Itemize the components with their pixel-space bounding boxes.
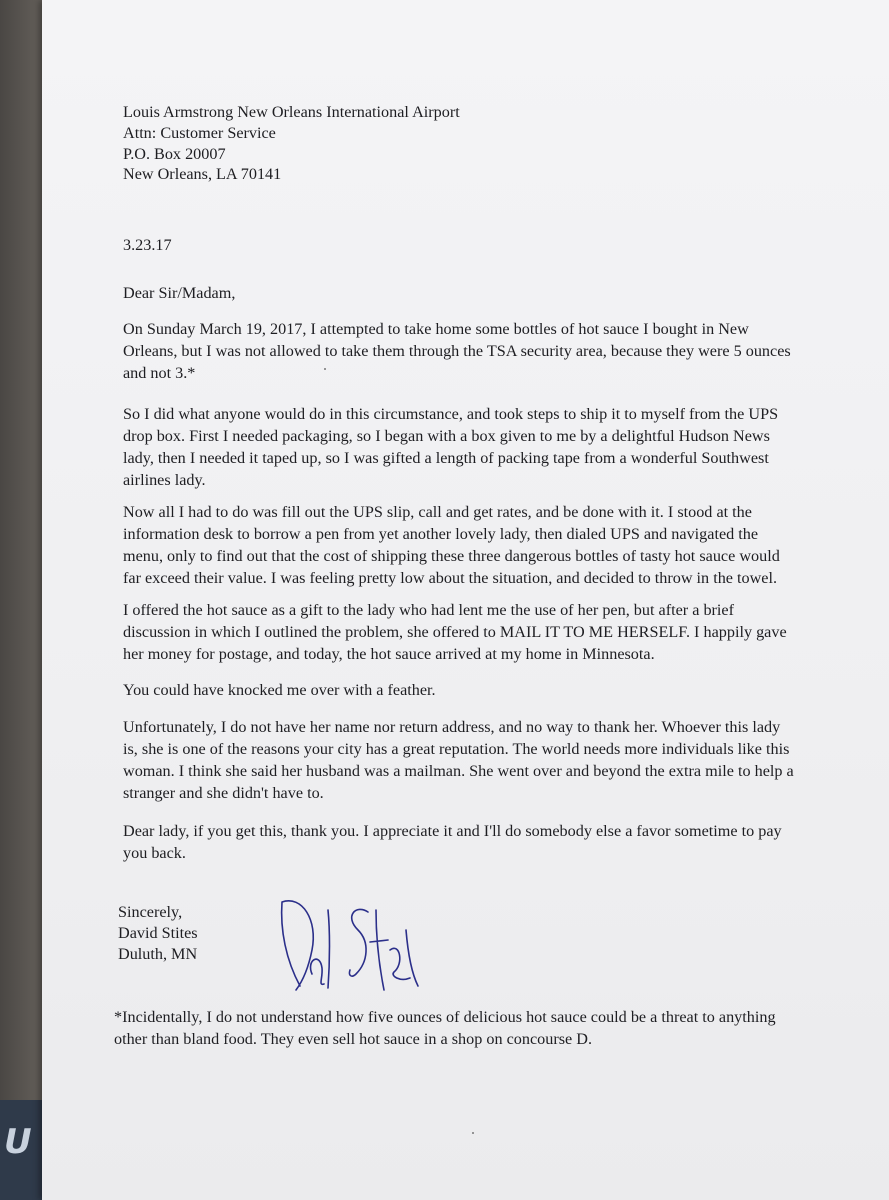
closing-location: Duluth, MN: [118, 945, 198, 963]
closing-name: David Stites: [118, 924, 198, 942]
salutation: Dear Sir/Madam,: [123, 284, 236, 302]
handwritten-signature: [272, 890, 432, 1010]
address-line-3: P.O. Box 20007: [123, 145, 226, 163]
paragraph-2: So I did what anyone would do in this circumstance, and took steps to ship it to myself from the UPS drop box. First I needed packaging, so I began with a box given to me by a delightful Hudson News lady, then I needed it taped up, so I was gifted a length of packing tape from a wonderful Southwest airlines lady.: [123, 405, 779, 489]
paragraph-6: Unfortunately, I do not have her name nor return address, and no way to thank her. Whoever this lady is, she is one of the reasons your city has a great reputation. The world needs more individuals like this woman. I think she said her husband was a mailman. She went over and beyond the extra mile to help a stranger and she didn't have to.: [123, 718, 794, 802]
paragraph-5: You could have knocked me over with a feather.: [123, 681, 436, 699]
address-line-4: New Orleans, LA 70141: [123, 165, 282, 183]
paragraph-1: On Sunday March 19, 2017, I attempted to take home some bottles of hot sauce I bought in New Orleans, but I was not allowed to take them through the TSA security area, because they were 5 ounces and not 3.*: [123, 320, 791, 382]
letter-date: 3.23.17: [123, 236, 172, 254]
letter-page: [42, 0, 889, 1200]
paragraph-7: Dear lady, if you get this, thank you. I appreciate it and I'll do somebody else a favor sometime to pay you back.: [123, 822, 782, 862]
footnote: *Incidentally, I do not understand how five ounces of delicious hot sauce could be a threat to anything other than bland food. They even sell hot sauce in a shop on concourse D.: [114, 1008, 776, 1048]
paragraph-4: I offered the hot sauce as a gift to the lady who had lent me the use of her pen, but after a brief discussion in which I outlined the problem, she offered to MAIL IT TO ME HERSELF. I happily gave her money for postage, and today, the hot sauce arrived at my home in Minnesota.: [123, 601, 787, 663]
paper-speck: [324, 368, 326, 370]
closing-valediction: Sincerely,: [118, 903, 183, 921]
paper-speck: [472, 1132, 474, 1134]
paragraph-3: Now all I had to do was fill out the UPS slip, call and get rates, and be done with it. I stood at the information desk to borrow a pen from yet another lovely lady, then dialed UPS and navigated the menu, only to find out that the cost of shipping these three dangerous bottles of tasty hot sauce would far exceed their value. I was feeling pretty low about the situation, and decided to throw in the towel.: [123, 503, 780, 587]
address-line-2: Attn: Customer Service: [123, 124, 276, 142]
desk-object: U: [0, 1100, 60, 1200]
address-line-1: Louis Armstrong New Orleans International Airport: [123, 103, 460, 121]
